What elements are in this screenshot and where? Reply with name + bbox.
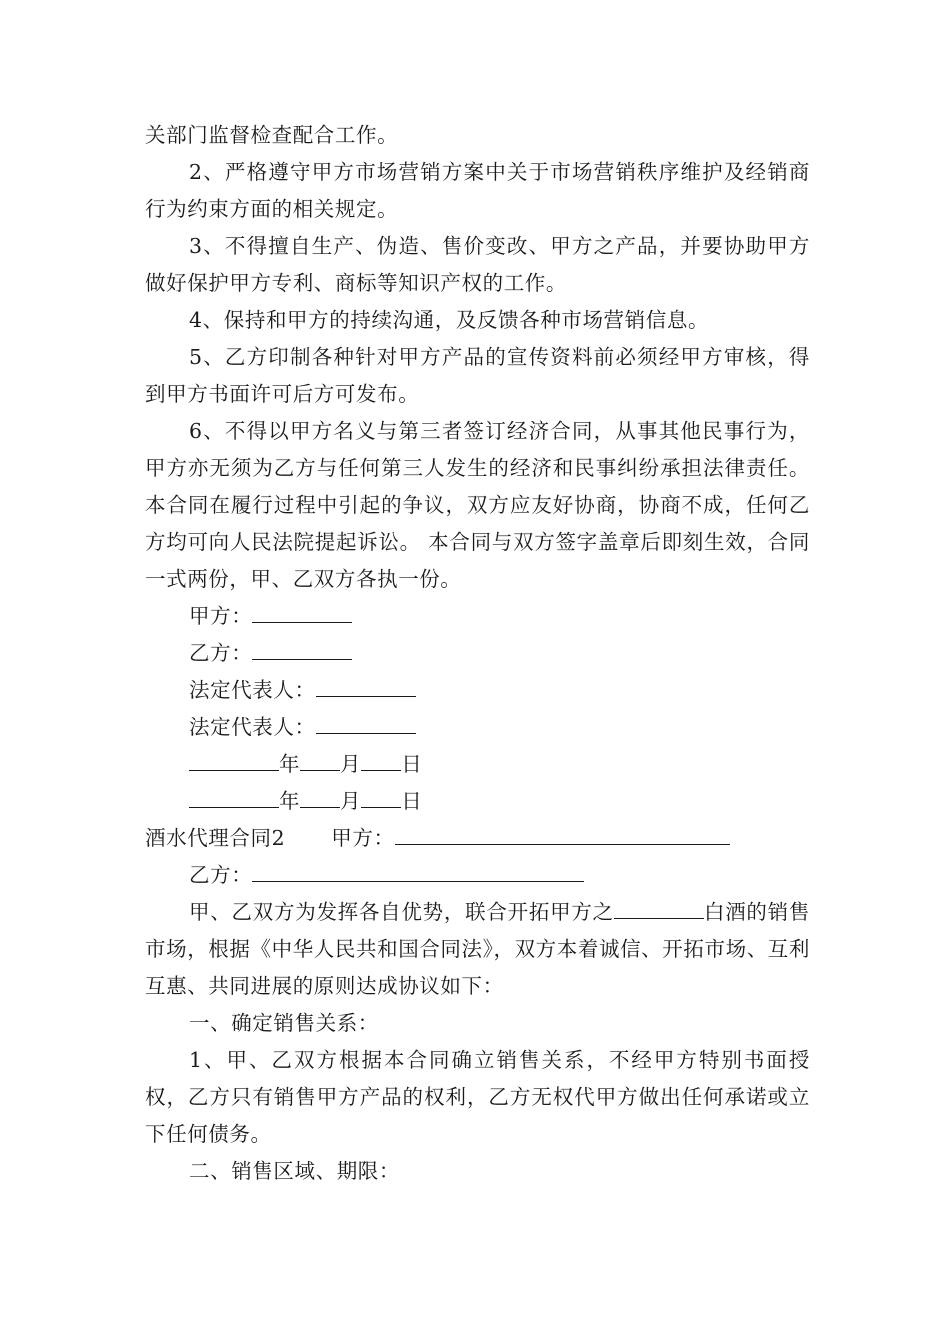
day-blank	[361, 785, 401, 808]
month-label: 月	[340, 789, 362, 813]
contract2-party-a-label: 甲方：	[331, 826, 395, 850]
paragraph: 5、乙方印制各种针对甲方产品的宣传资料前必须经甲方审核，得到甲方书面许可后方可发布。	[145, 345, 810, 406]
section-title: 一、确定销售关系：	[189, 1011, 379, 1035]
party-b-blank	[252, 637, 352, 660]
year-blank	[189, 785, 279, 808]
paragraph: 关部门监督检查配合工作。	[145, 123, 399, 147]
paragraph: 2、严格遵守甲方市场营销方案中关于市场营销秩序维护及经销商行为约束方面的相关规定。	[145, 160, 810, 221]
document-body	[145, 117, 810, 1190]
day-label: 日	[401, 789, 423, 813]
legal-rep-blank	[316, 674, 416, 697]
signature-line-party-b	[145, 635, 810, 672]
signature-line-party-a	[145, 598, 810, 635]
contract2-party-a-blank	[395, 822, 730, 845]
legal-rep-label: 法定代表人：	[189, 678, 316, 702]
contract2-party-b-line	[145, 857, 810, 894]
date-line-2	[145, 783, 810, 820]
contract2-party-b-label: 乙方：	[189, 863, 253, 887]
year-label: 年	[279, 789, 301, 813]
contract2-intro	[145, 894, 810, 1005]
day-blank	[361, 748, 401, 771]
paragraph: 3、不得擅自生产、伪造、售价变改、甲方之产品，并要协助甲方做好保护甲方专利、商标等知识产权的工作。	[145, 234, 810, 295]
party-a-label: 甲方：	[189, 604, 253, 628]
month-blank	[300, 748, 340, 771]
intro-text: 甲、乙双方为发挥各自优势，联合开拓甲方之	[189, 900, 614, 924]
month-blank	[300, 785, 340, 808]
month-label: 月	[340, 752, 362, 776]
contract2-header-line	[145, 820, 810, 857]
year-label: 年	[279, 752, 301, 776]
paragraph: 1、甲、乙双方根据本合同确立销售关系，不经甲方特别书面授权，乙方只有销售甲方产品的权利，乙方无权代甲方做出任何承诺或立下任何债务。	[145, 1048, 810, 1146]
legal-rep-blank	[316, 711, 416, 734]
paragraph: 4、保持和甲方的持续沟通，及反馈各种市场营销信息。	[189, 308, 710, 332]
legal-rep-label: 法定代表人：	[189, 715, 316, 739]
party-a-blank	[252, 600, 352, 623]
day-label: 日	[401, 752, 423, 776]
date-line-1	[145, 746, 810, 783]
signature-line-legal-rep-2	[145, 709, 810, 746]
party-b-label: 乙方：	[189, 641, 253, 665]
paragraph: 6、不得以甲方名义与第三者签订经济合同，从事其他民事行为，甲方亦无须为乙方与任何第三人发生的经济和民事纠纷承担法律责任。 本合同在履行过程中引起的争议，双方应友好协商，协商不成，任何乙方均可向人民法院提起诉讼。 本合同与双方签字盖章后即刻生效，合同一式两份，甲、乙双方各执一份。	[145, 419, 810, 591]
year-blank	[189, 748, 279, 771]
section-title: 二、销售区域、期限：	[189, 1159, 400, 1183]
contract2-party-b-blank	[252, 859, 584, 882]
contract-title: 酒水代理合同2	[145, 826, 286, 850]
product-blank	[614, 896, 704, 919]
signature-line-legal-rep-1	[145, 672, 810, 709]
intro-text: 白酒的销售市场，根据《中华人民共和国合同法》，双方本着诚信、开拓市场、互利互惠、共同进展的原则达成协议如下：	[145, 900, 811, 998]
